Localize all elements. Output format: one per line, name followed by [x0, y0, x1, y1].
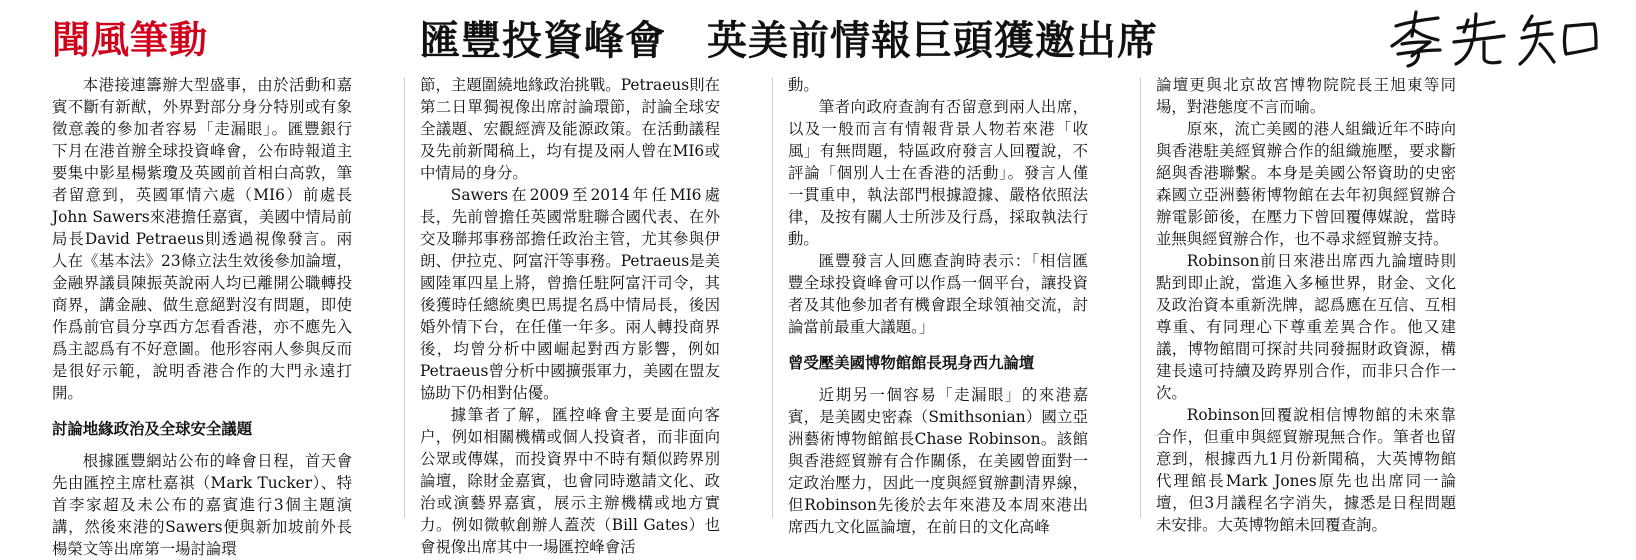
author-signature [1382, 6, 1622, 70]
signature-handwriting [1382, 6, 1622, 70]
column-divider [404, 78, 405, 518]
article-column-1 [52, 74, 352, 560]
paragraph: 近期另一個容易「走漏眼」的來港嘉賓，是美國史密森（Smithsonian）國立亞洲藝術博物館館長Chase Robinson。該館與香港經貿辦有合作關係，在美國曾面對一定政治壓力，因此一度與經貿辦劃清界線，但Robinson先後於去年來港及本周來港出席西九文化區論壇，在前日的文化高峰 [788, 386, 1088, 536]
paragraph: Sawers在2009至2014年任MI6處長，先前曾擔任英國常駐聯合國代表、在外交及聯邦事務部擔任政治主管，尤其參與伊朗、伊拉克、阿富汗等事務。Petraeus是美國陸軍四星上將，曾擔任駐阿富汗司令，其後獲時任總統奧巴馬提名爲中情局長，後因婚外情下台，在任僅一年多。兩人轉投商界後，均曾分析中國崛起對西方影響，例如Petraeus曾分析中國擴張軍力，美國在盟友協助下仍相對佔優。 [420, 186, 720, 402]
paragraph: Robinson回覆說相信博物館的未來靠合作，但重申與經貿辦現無合作。筆者也留意到，根據西九1月份新聞稿，大英博物館代理館長Mark Jones原先也出席同一論壇，但3月議程名字消失，據悉是日程問題未安排。大英博物館未回覆查詢。 [1156, 406, 1456, 534]
article-column-3 [788, 74, 1088, 538]
headline: 匯豐投資峰會 英美前情報巨頭獲邀出席 [420, 17, 1158, 64]
paragraph: 原來，流亡美國的港人組織近年不時向與香港駐美經貿辦合作的組織施壓，要求斷絕與香港聯繫。本身是美國公帑資助的史密森國立亞洲藝術博物館在去年初與經貿辦合辦電影節後，在壓力下曾回覆傳媒說，當時並無與經貿辦合作，也不尋求經貿辦支持。 [1156, 120, 1456, 248]
subheading: 討論地緣政治及全球安全議題 [52, 420, 253, 438]
paragraph: 匯豐發言人回應查詢時表示：「相信匯豐全球投資峰會可以作爲一個平台，讓投資者及其他參加者有機會跟全球領袖交流，討論當前最重大議題。」 [788, 252, 1088, 336]
paragraph: 動。 [788, 76, 819, 94]
paragraph: 筆者向政府查詢有否留意到兩人出席，以及一般而言有情報背景人物若來港「收風」有無問題，特區政府發言人回覆說，不評論「個別人士在香港的活動」。發言人僅一貫重申，執法部門根據證據、嚴格依照法律，及按有關人士所涉及行爲，採取執法行動。 [788, 98, 1088, 248]
paragraph: 論壇更與北京故宮博物院院長王旭東等同場，對港態度不言而喻。 [1156, 76, 1456, 116]
paragraph: 本港接連籌辦大型盛事，由於活動和嘉賓不斷有新猷，外界對部分身分特別或有象徵意義的參加者容易「走漏眼」。匯豐銀行下月在港首辦全球投資峰會，公布時報道主要集中影星楊紫瓊及英國前首相白高敦，筆者留意到，英國軍情六處（MI6）前處長John Sawers來港擔任嘉賓，美國中情局前局長David Petraeus則透過視像發言。兩人在《基本法》23條立法生效後參加論壇，金融界議員陳振英說兩人均已離開公職轉投商界，講金融、做生意絕對沒有問題，即使作爲前官員分享西方怎看香港，亦不應先入爲主認爲有不好意圖。他形容兩人參與反而是很好示範，說明香港合作的大門永遠打開。 [52, 76, 352, 402]
column-name: 聞風筆動 [52, 17, 209, 62]
paragraph: 據筆者了解，匯控峰會主要是面向客户，例如相關機構或個人投資者，而非面向公眾或傳媒，而投資界中不時有類似跨界別論壇，除財金嘉賓，也會同時邀請文化、政治或演藝界嘉賓，展示主辦機構或地方實力。例如微軟創辦人蓋茨（Bill Gates）也會視像出席其中一場匯控峰會活 [420, 406, 720, 556]
paragraph: 節，主題圍繞地緣政治挑戰。Petraeus則在第二日單獨視像出席討論環節，討論全球安全議題、宏觀經濟及能源政策。在活動議程及先前新聞稿上，均有提及兩人曾在MI6或中情局的身分。 [420, 76, 720, 182]
paragraph: Robinson前日來港出席西九論壇時則點到即止說，當進入多極世界，財金、文化及政治資本重新洗牌，認爲應在互信、互相尊重、有同理心下尊重差異合作。他又建議，博物館間可探討共同發掘財政資源，構建長遠可持續及跨界別合作，而非只合作一次。 [1156, 252, 1456, 402]
article-column-4 [1156, 74, 1456, 536]
article-column-2 [420, 74, 720, 558]
column-divider [1140, 78, 1141, 518]
paragraph: 根據匯豐網站公布的峰會日程，首天會先由匯控主席杜嘉祺（Mark Tucker）、特首李家超及未公布的嘉賓進行3個主題演講，然後來港的Sawers便與新加坡前外長楊榮文等出席第一場討論環 [52, 452, 352, 558]
subheading: 曾受壓美國博物館館長現身西九論壇 [788, 354, 1035, 372]
column-divider [772, 78, 773, 518]
